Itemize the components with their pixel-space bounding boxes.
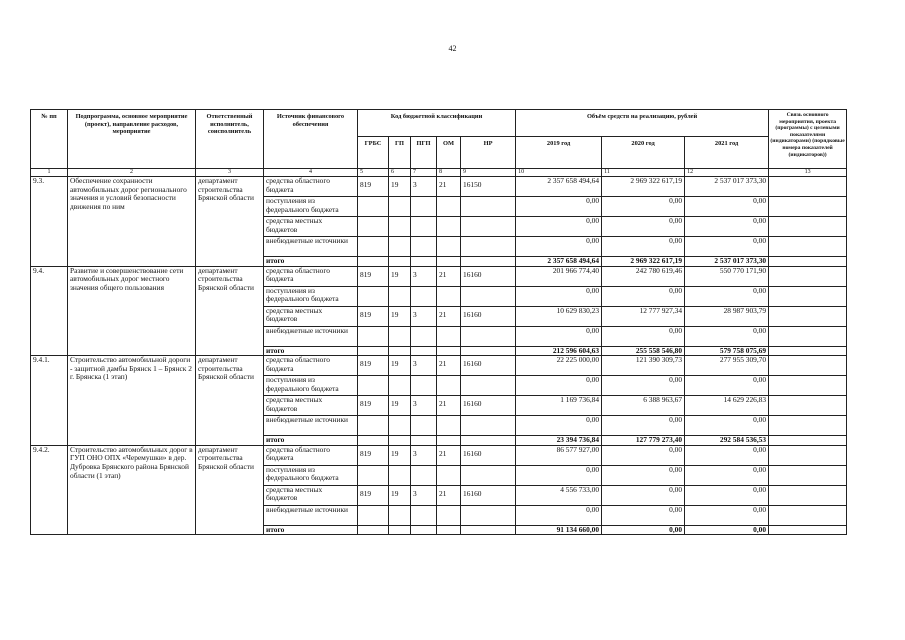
- code-pgp: [411, 436, 437, 446]
- code-gp: [389, 436, 411, 446]
- code-pgp: [411, 416, 437, 436]
- amount-2020: 2 969 322 617,19: [602, 257, 685, 267]
- amount-2020: 0,00: [602, 326, 685, 346]
- amount-2021: 0,00: [685, 326, 769, 346]
- amount-2021: 550 770 171,90: [685, 266, 769, 286]
- funding-source: поступления из федерального бюджета: [264, 197, 358, 217]
- amount-2020: 121 390 309,73: [602, 356, 685, 376]
- funding-source: поступления из федерального бюджета: [264, 376, 358, 396]
- funding-source: средства местных бюджетов: [264, 306, 358, 326]
- code-gp: [389, 465, 411, 485]
- code-nr: [461, 436, 516, 446]
- code-nr: [461, 416, 516, 436]
- amount-2021: 0,00: [685, 376, 769, 396]
- code-om: [437, 346, 461, 356]
- amount-2020: 2 969 322 617,19: [602, 177, 685, 197]
- responsible-executor: департамент строительства Брянской области: [196, 445, 264, 535]
- code-nr: [461, 346, 516, 356]
- budget-table: [30, 109, 847, 535]
- amount-2019: 4 556 733,00: [516, 485, 602, 505]
- code-pgp: [411, 465, 437, 485]
- index-cell: 3: [196, 169, 264, 177]
- table-row: [31, 177, 847, 197]
- indicator-link: [769, 266, 847, 286]
- code-grbs: [358, 286, 389, 306]
- indicator-link: [769, 326, 847, 346]
- code-om: [437, 465, 461, 485]
- code-grbs: [358, 436, 389, 446]
- amount-2019: 1 169 736,84: [516, 396, 602, 416]
- row-number: 9.4.: [31, 266, 68, 356]
- code-om: [437, 286, 461, 306]
- code-pgp: [411, 326, 437, 346]
- row-number: 9.4.1.: [31, 356, 68, 446]
- funding-source: средства областного бюджета: [264, 445, 358, 465]
- row-number: 9.4.2.: [31, 445, 68, 535]
- code-om: [437, 436, 461, 446]
- indicator-link: [769, 396, 847, 416]
- amount-2020: 127 779 273,40: [602, 436, 685, 446]
- code-om: 21: [437, 306, 461, 326]
- table-row: [31, 266, 847, 286]
- measure-name: Строительство автомобильной дороги - защитной дамбы Брянск 1 – Брянск 2 г. Брянска (1 этап): [68, 356, 196, 446]
- code-nr: [461, 197, 516, 217]
- amount-2019: 10 629 830,23: [516, 306, 602, 326]
- indicator-link: [769, 505, 847, 525]
- indicator-link: [769, 237, 847, 257]
- header-year-2021: 2021 год: [685, 137, 769, 169]
- funding-source: итого: [264, 525, 358, 535]
- code-gp: [389, 257, 411, 267]
- code-grbs: 819: [358, 356, 389, 376]
- indicator-link: [769, 346, 847, 356]
- code-gp: [389, 197, 411, 217]
- code-grbs: [358, 257, 389, 267]
- code-gp: 19: [389, 306, 411, 326]
- index-cell: 13: [769, 169, 847, 177]
- amount-2020: 0,00: [602, 286, 685, 306]
- funding-source: итого: [264, 346, 358, 356]
- code-om: [437, 257, 461, 267]
- amount-2021: 28 987 903,79: [685, 306, 769, 326]
- header-grbs: ГРБС: [358, 137, 389, 169]
- code-gp: 19: [389, 445, 411, 465]
- code-gp: 19: [389, 266, 411, 286]
- code-gp: 19: [389, 356, 411, 376]
- header-amount: Объём средств на реализацию, рублей: [516, 110, 769, 137]
- code-nr: [461, 505, 516, 525]
- funding-source: внебюджетные источники: [264, 505, 358, 525]
- amount-2020: 6 388 963,67: [602, 396, 685, 416]
- amount-2020: 0,00: [602, 465, 685, 485]
- code-grbs: [358, 376, 389, 396]
- indicator-link: [769, 257, 847, 267]
- code-grbs: 819: [358, 306, 389, 326]
- header-year-2020: 2020 год: [602, 137, 685, 169]
- index-cell: 9: [461, 169, 516, 177]
- amount-2019: 0,00: [516, 416, 602, 436]
- amount-2021: 292 584 536,53: [685, 436, 769, 446]
- indicator-link: [769, 356, 847, 376]
- code-om: [437, 416, 461, 436]
- header-budget-code: Код бюджетной классификации: [358, 110, 516, 137]
- indicator-link: [769, 525, 847, 535]
- funding-source: внебюджетные источники: [264, 237, 358, 257]
- code-nr: [461, 465, 516, 485]
- index-cell: 1: [31, 169, 68, 177]
- amount-2021: 0,00: [685, 525, 769, 535]
- amount-2020: 0,00: [602, 445, 685, 465]
- amount-2020: 0,00: [602, 485, 685, 505]
- code-pgp: 3: [411, 356, 437, 376]
- header-indicator-link: Связь основного мероприятия, проекта (программы) с целевыми показателями (индикаторами) (порядковые номера показателей (индикаторов)): [769, 110, 847, 169]
- amount-2021: 0,00: [685, 416, 769, 436]
- amount-2020: 0,00: [602, 237, 685, 257]
- code-nr: 16160: [461, 485, 516, 505]
- amount-2019: 0,00: [516, 237, 602, 257]
- funding-source: средства местных бюджетов: [264, 396, 358, 416]
- code-pgp: [411, 197, 437, 217]
- amount-2021: 14 629 226,83: [685, 396, 769, 416]
- amount-2019: 86 577 927,00: [516, 445, 602, 465]
- code-om: [437, 197, 461, 217]
- index-cell: 7: [411, 169, 437, 177]
- code-grbs: [358, 346, 389, 356]
- indicator-link: [769, 416, 847, 436]
- header-nr: НР: [461, 137, 516, 169]
- index-cell: 4: [264, 169, 358, 177]
- table-row: [31, 356, 847, 376]
- code-grbs: [358, 525, 389, 535]
- code-nr: 16160: [461, 266, 516, 286]
- amount-2019: 2 357 658 494,64: [516, 257, 602, 267]
- code-grbs: 819: [358, 177, 389, 197]
- row-number: 9.3.: [31, 177, 68, 267]
- code-nr: [461, 217, 516, 237]
- amount-2020: 12 777 927,34: [602, 306, 685, 326]
- responsible-executor: департамент строительства Брянской области: [196, 266, 264, 356]
- funding-source: поступления из федерального бюджета: [264, 465, 358, 485]
- code-pgp: [411, 376, 437, 396]
- code-grbs: [358, 217, 389, 237]
- column-index-row: [31, 169, 847, 177]
- amount-2019: 0,00: [516, 217, 602, 237]
- code-pgp: [411, 525, 437, 535]
- code-nr: [461, 376, 516, 396]
- code-om: [437, 217, 461, 237]
- code-nr: 16160: [461, 396, 516, 416]
- code-pgp: [411, 286, 437, 306]
- table-header: [31, 110, 847, 169]
- code-gp: 19: [389, 396, 411, 416]
- amount-2021: 277 955 309,70: [685, 356, 769, 376]
- amount-2019: 201 966 774,40: [516, 266, 602, 286]
- code-nr: [461, 525, 516, 535]
- indicator-link: [769, 445, 847, 465]
- code-grbs: [358, 197, 389, 217]
- index-cell: 2: [68, 169, 196, 177]
- code-gp: 19: [389, 485, 411, 505]
- amount-2019: 212 596 604,63: [516, 346, 602, 356]
- funding-source: средства областного бюджета: [264, 356, 358, 376]
- funding-source: средства местных бюджетов: [264, 485, 358, 505]
- indicator-link: [769, 436, 847, 446]
- code-om: 21: [437, 266, 461, 286]
- code-gp: [389, 326, 411, 346]
- amount-2019: 2 357 658 494,64: [516, 177, 602, 197]
- code-nr: [461, 257, 516, 267]
- funding-source: итого: [264, 436, 358, 446]
- amount-2020: 0,00: [602, 525, 685, 535]
- amount-2019: 0,00: [516, 326, 602, 346]
- measure-name: Развитие и совершенствование сети автомобильных дорог местного значения общего пользования: [68, 266, 196, 356]
- amount-2021: 0,00: [685, 197, 769, 217]
- code-gp: [389, 237, 411, 257]
- code-pgp: 3: [411, 396, 437, 416]
- amount-2019: 0,00: [516, 505, 602, 525]
- header-num: № пп: [31, 110, 68, 169]
- indicator-link: [769, 465, 847, 485]
- code-grbs: 819: [358, 266, 389, 286]
- code-om: [437, 237, 461, 257]
- amount-2019: 23 394 736,84: [516, 436, 602, 446]
- code-grbs: 819: [358, 445, 389, 465]
- code-om: [437, 525, 461, 535]
- amount-2020: 242 780 619,46: [602, 266, 685, 286]
- code-pgp: 3: [411, 485, 437, 505]
- code-grbs: 819: [358, 396, 389, 416]
- amount-2020: 255 558 546,80: [602, 346, 685, 356]
- indicator-link: [769, 217, 847, 237]
- code-grbs: [358, 237, 389, 257]
- amount-2020: 0,00: [602, 416, 685, 436]
- code-om: 21: [437, 177, 461, 197]
- amount-2020: 0,00: [602, 217, 685, 237]
- responsible-executor: департамент строительства Брянской области: [196, 356, 264, 446]
- amount-2021: 2 537 017 373,30: [685, 177, 769, 197]
- code-pgp: [411, 505, 437, 525]
- indicator-link: [769, 485, 847, 505]
- index-cell: 5: [358, 169, 389, 177]
- code-gp: [389, 505, 411, 525]
- code-nr: [461, 237, 516, 257]
- code-grbs: [358, 465, 389, 485]
- table-row: [31, 445, 847, 465]
- measure-name: Строительство автомобильных дорог в ГУП ОНО ОПХ «Черемушки» в дер. Дубровка Брянского района Брянской области (1 этап): [68, 445, 196, 535]
- amount-2019: 0,00: [516, 197, 602, 217]
- code-om: 21: [437, 485, 461, 505]
- amount-2021: 0,00: [685, 217, 769, 237]
- amount-2019: 0,00: [516, 286, 602, 306]
- amount-2021: 0,00: [685, 465, 769, 485]
- code-grbs: 819: [358, 485, 389, 505]
- header-year-2019: 2019 год: [516, 137, 602, 169]
- index-cell: 12: [685, 169, 769, 177]
- table-body: [31, 169, 847, 535]
- amount-2019: 0,00: [516, 376, 602, 396]
- header-pgp: ПГП: [411, 137, 437, 169]
- code-gp: [389, 525, 411, 535]
- header-source: Источник финансового обеспечения: [264, 110, 358, 169]
- amount-2021: 0,00: [685, 445, 769, 465]
- funding-source: средства областного бюджета: [264, 177, 358, 197]
- code-pgp: 3: [411, 266, 437, 286]
- header-gp: ГП: [389, 137, 411, 169]
- code-nr: [461, 326, 516, 346]
- code-grbs: [358, 416, 389, 436]
- code-grbs: [358, 505, 389, 525]
- amount-2020: 0,00: [602, 376, 685, 396]
- code-pgp: [411, 257, 437, 267]
- index-cell: 8: [437, 169, 461, 177]
- code-gp: [389, 217, 411, 237]
- header-name: Подпрограмма, основное мероприятие (проект), направление расходов, мероприятие: [68, 110, 196, 169]
- code-nr: 16150: [461, 177, 516, 197]
- code-pgp: [411, 237, 437, 257]
- measure-name: Обеспечение сохранности автомобильных дорог регионального значения и условий безопасности движения по ним: [68, 177, 196, 267]
- index-cell: 10: [516, 169, 602, 177]
- amount-2021: 2 537 017 373,30: [685, 257, 769, 267]
- index-cell: 6: [389, 169, 411, 177]
- amount-2020: 0,00: [602, 505, 685, 525]
- code-grbs: [358, 326, 389, 346]
- funding-source: поступления из федерального бюджета: [264, 286, 358, 306]
- amount-2021: 0,00: [685, 237, 769, 257]
- code-nr: 16160: [461, 356, 516, 376]
- funding-source: средства областного бюджета: [264, 266, 358, 286]
- code-pgp: 3: [411, 445, 437, 465]
- funding-source: итого: [264, 257, 358, 267]
- code-gp: 19: [389, 177, 411, 197]
- indicator-link: [769, 177, 847, 197]
- code-pgp: [411, 346, 437, 356]
- code-pgp: 3: [411, 306, 437, 326]
- index-cell: 11: [602, 169, 685, 177]
- funding-source: средства местных бюджетов: [264, 217, 358, 237]
- code-nr: 16160: [461, 306, 516, 326]
- amount-2021: 579 758 075,69: [685, 346, 769, 356]
- code-gp: [389, 376, 411, 396]
- code-om: [437, 505, 461, 525]
- code-om: 21: [437, 445, 461, 465]
- header-responsible: Ответственный исполнитель, соисполнитель: [196, 110, 264, 169]
- responsible-executor: департамент строительства Брянской области: [196, 177, 264, 267]
- funding-source: внебюджетные источники: [264, 326, 358, 346]
- amount-2019: 91 134 660,00: [516, 525, 602, 535]
- funding-source: внебюджетные источники: [264, 416, 358, 436]
- indicator-link: [769, 286, 847, 306]
- amount-2020: 0,00: [602, 197, 685, 217]
- code-gp: [389, 416, 411, 436]
- header-om: ОМ: [437, 137, 461, 169]
- amount-2021: 0,00: [685, 485, 769, 505]
- code-pgp: [411, 217, 437, 237]
- code-nr: 16160: [461, 445, 516, 465]
- page-number: 42: [448, 44, 457, 53]
- amount-2021: 0,00: [685, 505, 769, 525]
- code-om: [437, 326, 461, 346]
- indicator-link: [769, 197, 847, 217]
- code-pgp: 3: [411, 177, 437, 197]
- code-gp: [389, 286, 411, 306]
- amount-2021: 0,00: [685, 286, 769, 306]
- code-om: [437, 376, 461, 396]
- indicator-link: [769, 306, 847, 326]
- amount-2019: 0,00: [516, 465, 602, 485]
- amount-2019: 22 225 000,00: [516, 356, 602, 376]
- code-om: 21: [437, 396, 461, 416]
- code-gp: [389, 346, 411, 356]
- code-om: 21: [437, 356, 461, 376]
- indicator-link: [769, 376, 847, 396]
- code-nr: [461, 286, 516, 306]
